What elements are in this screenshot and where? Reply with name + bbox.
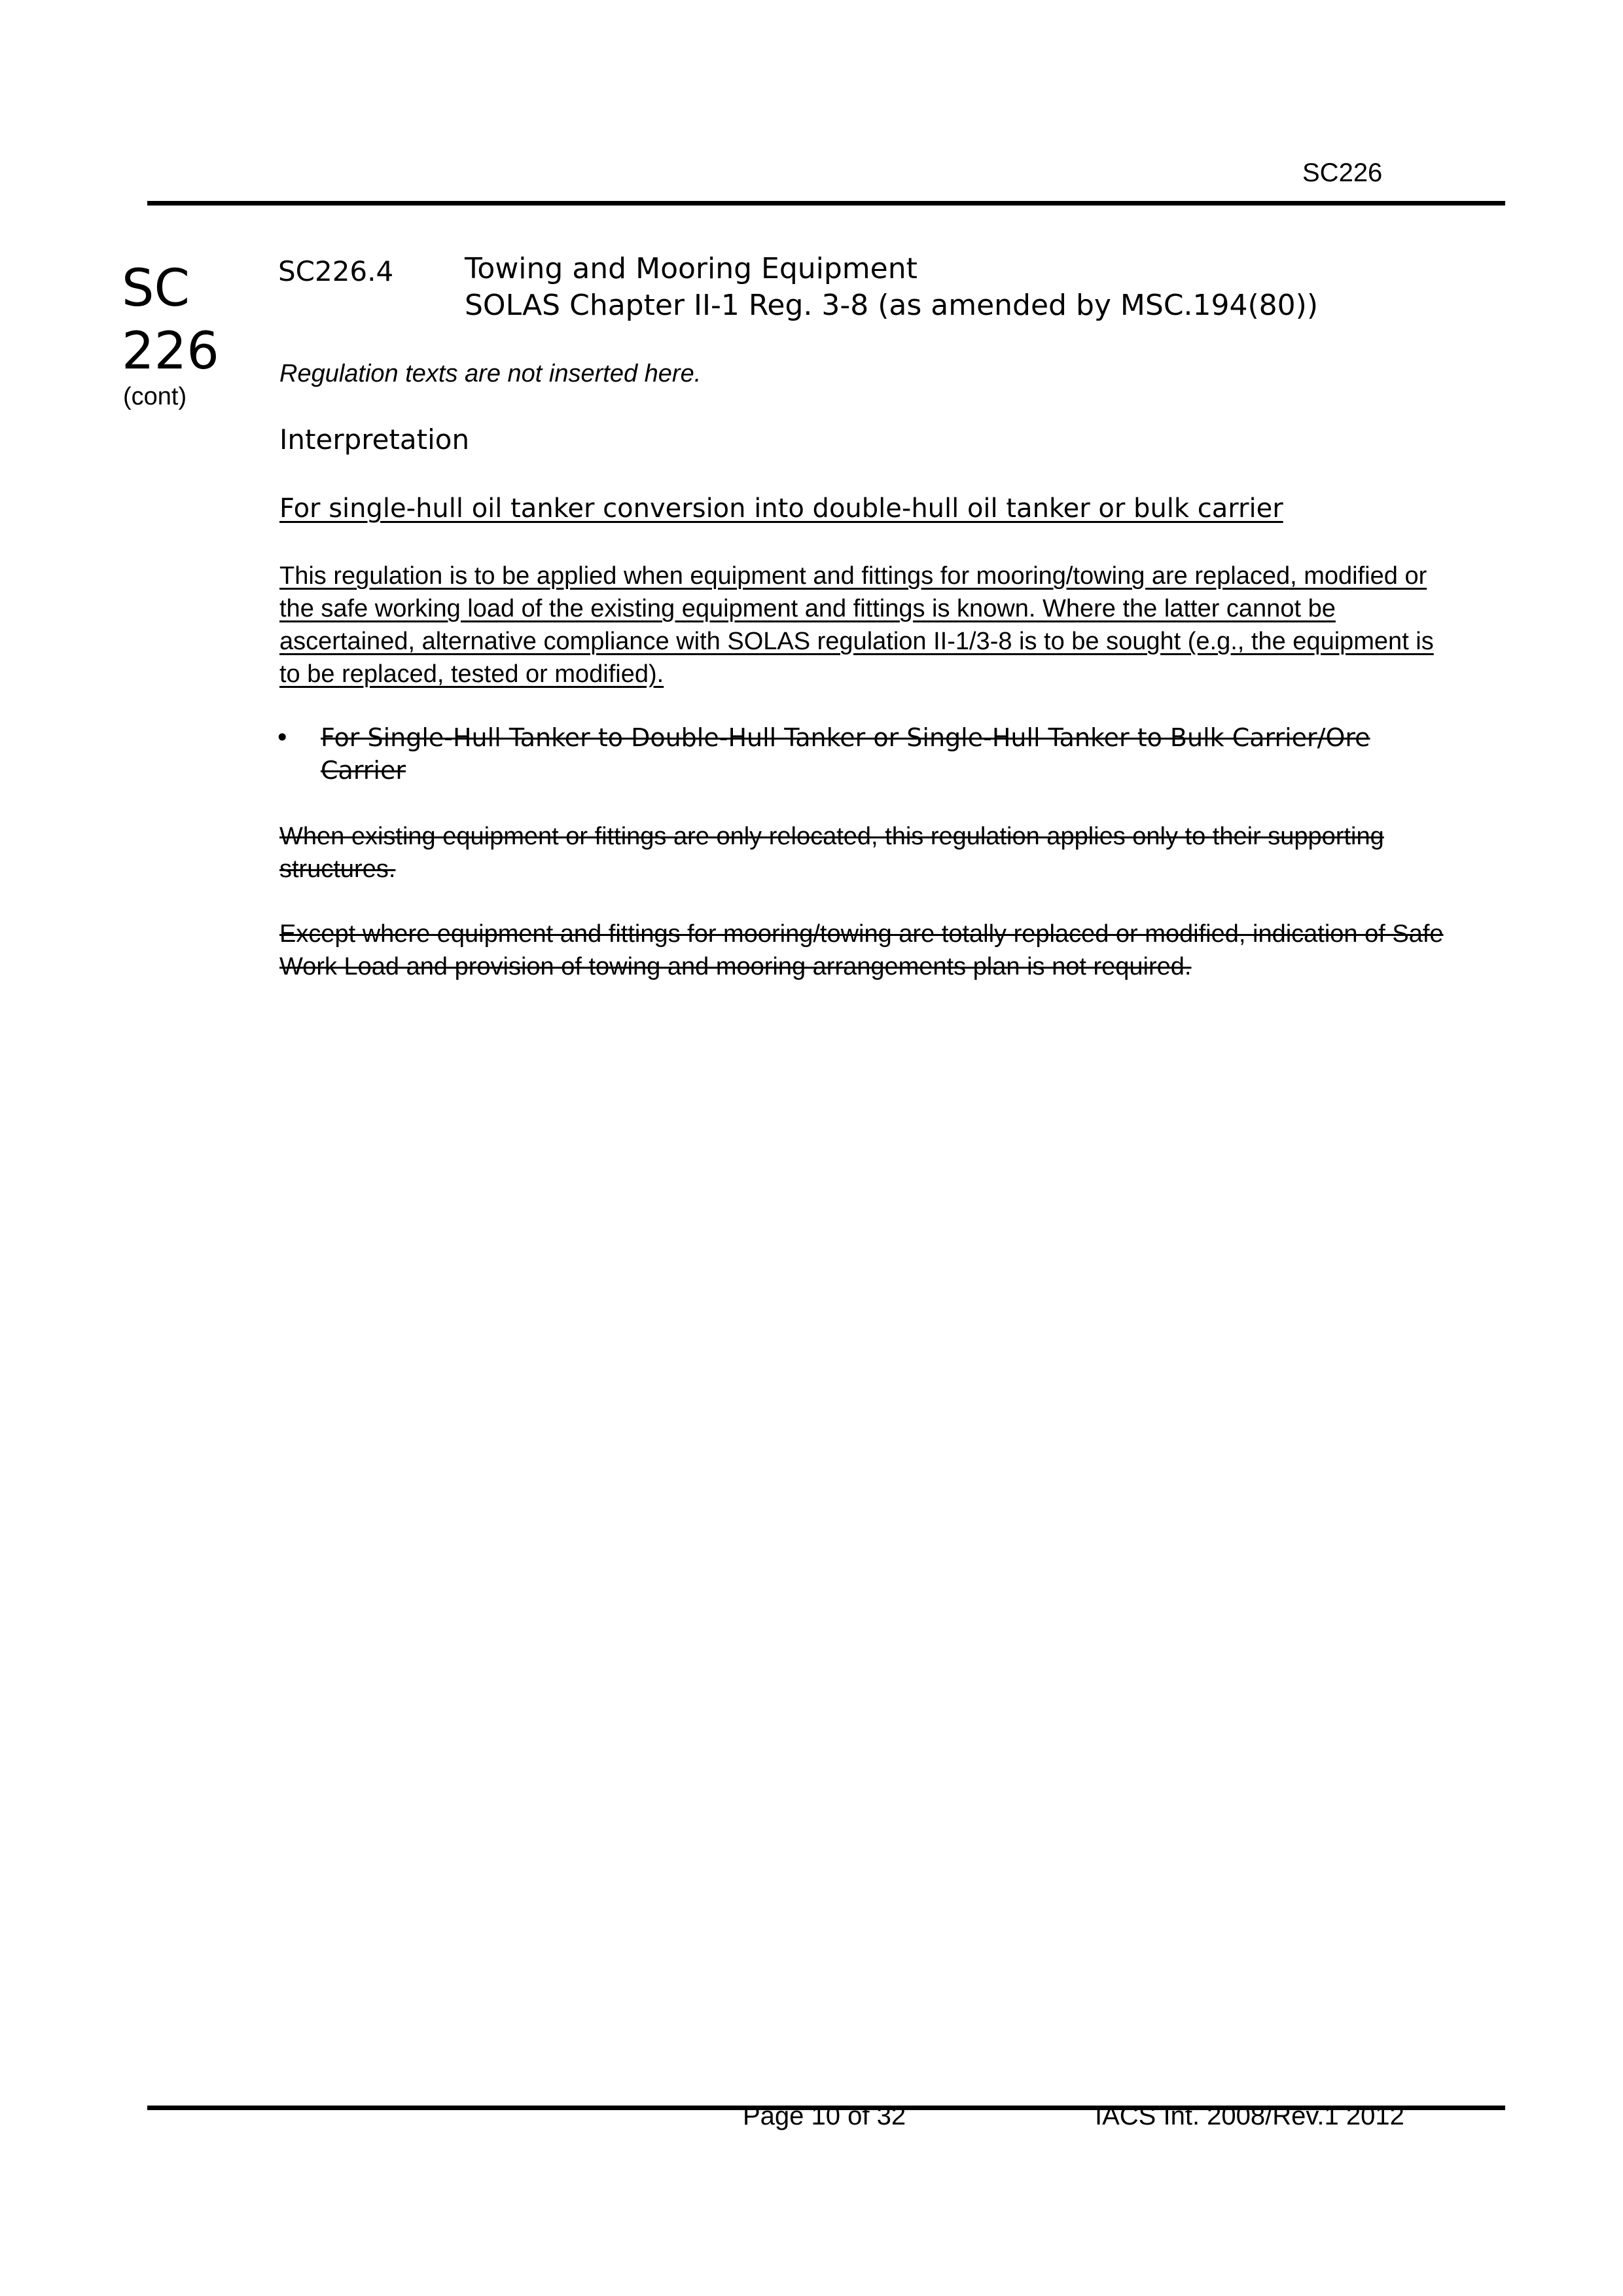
paragraph-relocated: When existing equipment or fittings are only relocated, this regulation applies only to their supporting structures. (279, 823, 1384, 883)
sidebar-code-line2: 226 (122, 322, 219, 381)
deleted-bullet-item (275, 721, 1440, 787)
sidebar-code-line1: SC (122, 259, 190, 318)
sidebar-cont: (cont) (123, 383, 187, 410)
regulation-note: Regulation texts are not inserted here. (279, 360, 702, 387)
paragraph-except: Except where equipment and fittings for mooring/towing are totally replaced or modified, indication of Safe Work Load and provision of towing and mooring arrangements plan is not required. (279, 920, 1444, 980)
conversion-heading: For single-hull oil tanker conversion into double-hull oil tanker or bulk carrier (279, 493, 1283, 524)
sidebar-code (122, 257, 219, 383)
header-code: SC226 (1302, 158, 1383, 187)
bullet-text: For Single-Hull Tanker to Double-Hull Tanker or Single-Hull Tanker to Bulk Carrier/Ore Carrier (321, 723, 1370, 785)
section-number: SC226.4 (278, 255, 394, 287)
footer-page-number: Page 10 of 32 (743, 2102, 906, 2130)
paragraph-applicability: This regulation is to be applied when equipment and fittings for mooring/towing are replaced, modified or the safe working load of the existing equipment and fittings is known. Where the latter cannot be ascertained, alternative compliance with SOLAS regulation II-1/3-8 is to be sought (e.g., the equipment is to be replaced, tested or modified). (279, 562, 1434, 688)
section-title: Towing and Mooring Equipment (465, 252, 918, 285)
interpretation-heading: Interpretation (279, 423, 470, 456)
section-subtitle: SOLAS Chapter II-1 Reg. 3-8 (as amended by MSC.194(80)) (465, 289, 1318, 322)
bullet-icon: • (275, 723, 290, 752)
footer-reference: IACS Int. 2008/Rev.1 2012 (1095, 2102, 1404, 2130)
header-rule (147, 201, 1505, 206)
